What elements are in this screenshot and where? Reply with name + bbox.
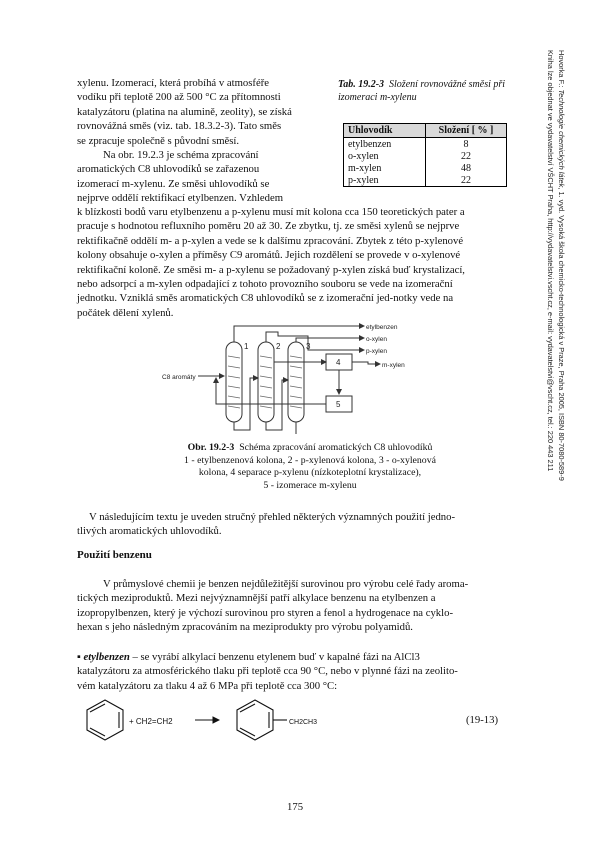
reagent-label: + CH2=CH2 bbox=[129, 717, 173, 726]
citation-line-2: Kniha lze objednat ve vydavatelství VŠCHT Praha, http://vydavatelstvi.vscht.cz, e-mail: vydavatelstvi@vscht.cz, tel.: 220 443 211 bbox=[546, 50, 556, 472]
m-xylen-line bbox=[352, 362, 380, 364]
column-3 bbox=[288, 342, 304, 422]
inlet-label: C8 aromáty bbox=[162, 374, 196, 381]
figure-caption: Obr. 19.2-3 Schéma zpracování aromatických C8 uhlovodíků 1 - etylbenzenová kolona, 2 - p-xylenová kolona, 3 - o-xylenová kolona, 4 separace p-xylenu (nízkoteplotní krystalizace), 5 - izomerace m-xylenu bbox=[184, 442, 436, 491]
bullet-marker: ▪ bbox=[77, 651, 84, 663]
p-xylen-line bbox=[266, 332, 364, 350]
table-row: m-xylen 48 bbox=[344, 162, 507, 174]
table-row: etylbenzen 8 bbox=[344, 138, 507, 151]
column-number: 1 bbox=[244, 342, 249, 351]
output-label: etylbenzen bbox=[366, 324, 398, 331]
paragraph-scheme-wide: k blízkosti bodů varu etylbenzenu a p-xylenu musí mít kolona cca 150 teoretických pater a pracuje s hodnotou refluxního poměru 20 až 30. Ze zbytku, tj. ze směsi xylenů se nejprve rektifikačně oddělí m- a p-xylen a vede se k dalšímu zpracování. Zbytek z této p-xylenové kolony obsahuje o-xylen a příměsy C9 aromátů. Jejich rozdělení se provede v o-xylenové rektifikační koloně. Ze směsi m- a p-xylenu se požadovaný p-xylen získá buď krystalizací, nebo adsorpcí a m-xylen odpadající z tohoto provozního souboru se vede na izomerační jednotku. Vzniklá směs aromatických C8 uhlovodíků se z izomerační jed-notky vede na počátek dělení xylenů. bbox=[77, 206, 465, 319]
process-flow-diagram bbox=[160, 318, 440, 438]
section-heading: Použití benzenu bbox=[77, 549, 152, 561]
equation-number: (19-13) bbox=[466, 714, 499, 726]
box-number: 5 bbox=[336, 400, 341, 409]
reaction-equation bbox=[77, 696, 367, 748]
citation-line-1: Hovorka F.: Technologie chemických látek, 1. vyd. Vysoká škola chemicko-technologická v Praze, Praha 2005, ISBN 80-7080-589-9 bbox=[557, 50, 566, 481]
page-number: 175 bbox=[287, 801, 304, 813]
table-row: o-xylen 22 bbox=[344, 150, 507, 162]
bullet-etylbenzen: ▪ etylbenzen – se vyrábí alkylací benzenu etylenem buď v kapalné fázi na AlCl3 katalyzátoru za atmosférického tlaku při teplotě cca 90 °C, nebo v plynné fázi na zeolito- vém katalyzátoru za tlaku 4 až 6 MPa při teplotě cca 300 °C: bbox=[77, 651, 458, 692]
output-label: p-xylen bbox=[366, 348, 387, 355]
paragraph-overview: V následujícím textu je uveden stručný přehled některých významných použití jedno- tlivých aromatických uhlovodíků. bbox=[77, 511, 456, 538]
box-number: 4 bbox=[336, 358, 341, 367]
substituent-label: CH2CH3 bbox=[289, 719, 318, 726]
column-1 bbox=[226, 342, 242, 422]
column-number: 2 bbox=[276, 342, 281, 351]
sidebar-citation bbox=[544, 50, 566, 590]
ethylbenzene-ring bbox=[237, 700, 273, 740]
output-label: o-xylen bbox=[366, 336, 387, 343]
composition-table bbox=[343, 123, 507, 187]
column-number: 3 bbox=[306, 342, 311, 351]
table-row: p-xylen 22 bbox=[344, 174, 507, 187]
table-header-hydrocarbon: Uhlovodík bbox=[344, 124, 426, 138]
output-label: m-xylen bbox=[382, 362, 405, 369]
paragraph-benzene-use: V průmyslové chemii je benzen nejdůležitější surovinou pro výrobu celé řady aroma- tických meziproduktů. Mezi nejvýznamnější patří alkylace benzenu na etylbenzen a izopropylbenzen, který je výchozí surovinou pro styren a fenol a hydrogenace na cyklo- hexan s jeho následným zpracováním na meziprodukty pro výrobu polyamidů. bbox=[77, 578, 469, 634]
intro-paragraph: xylenu. Izomerací, která probíhá v atmosféře vodíku při teplotě 200 až 500 °C za přítomnosti katalyzátoru (platina na alumině, zeolity), se získá rovnovážná směs (viz. tab. 18.3.2-3). Tato směs se zpracuje společně s původní směsí. bbox=[77, 77, 292, 147]
benzene-ring bbox=[87, 700, 123, 740]
table-caption: Tab. 19.2-3 Složení rovnovážné směsi při izomeraci m-xylenu bbox=[338, 79, 506, 103]
table-header-composition: Složení [ % ] bbox=[426, 124, 507, 138]
column-2 bbox=[258, 342, 274, 422]
etylbenzen-line bbox=[234, 326, 364, 342]
paragraph-scheme-narrow: Na obr. 19.2.3 je schéma zpracování aromatických C8 uhlovodíků se zařazenou izomerací m-xylenu. Ze směsi uhlovodíků se nejprve oddělí rektifikací etylbenzen. Vzhledem bbox=[77, 149, 284, 205]
